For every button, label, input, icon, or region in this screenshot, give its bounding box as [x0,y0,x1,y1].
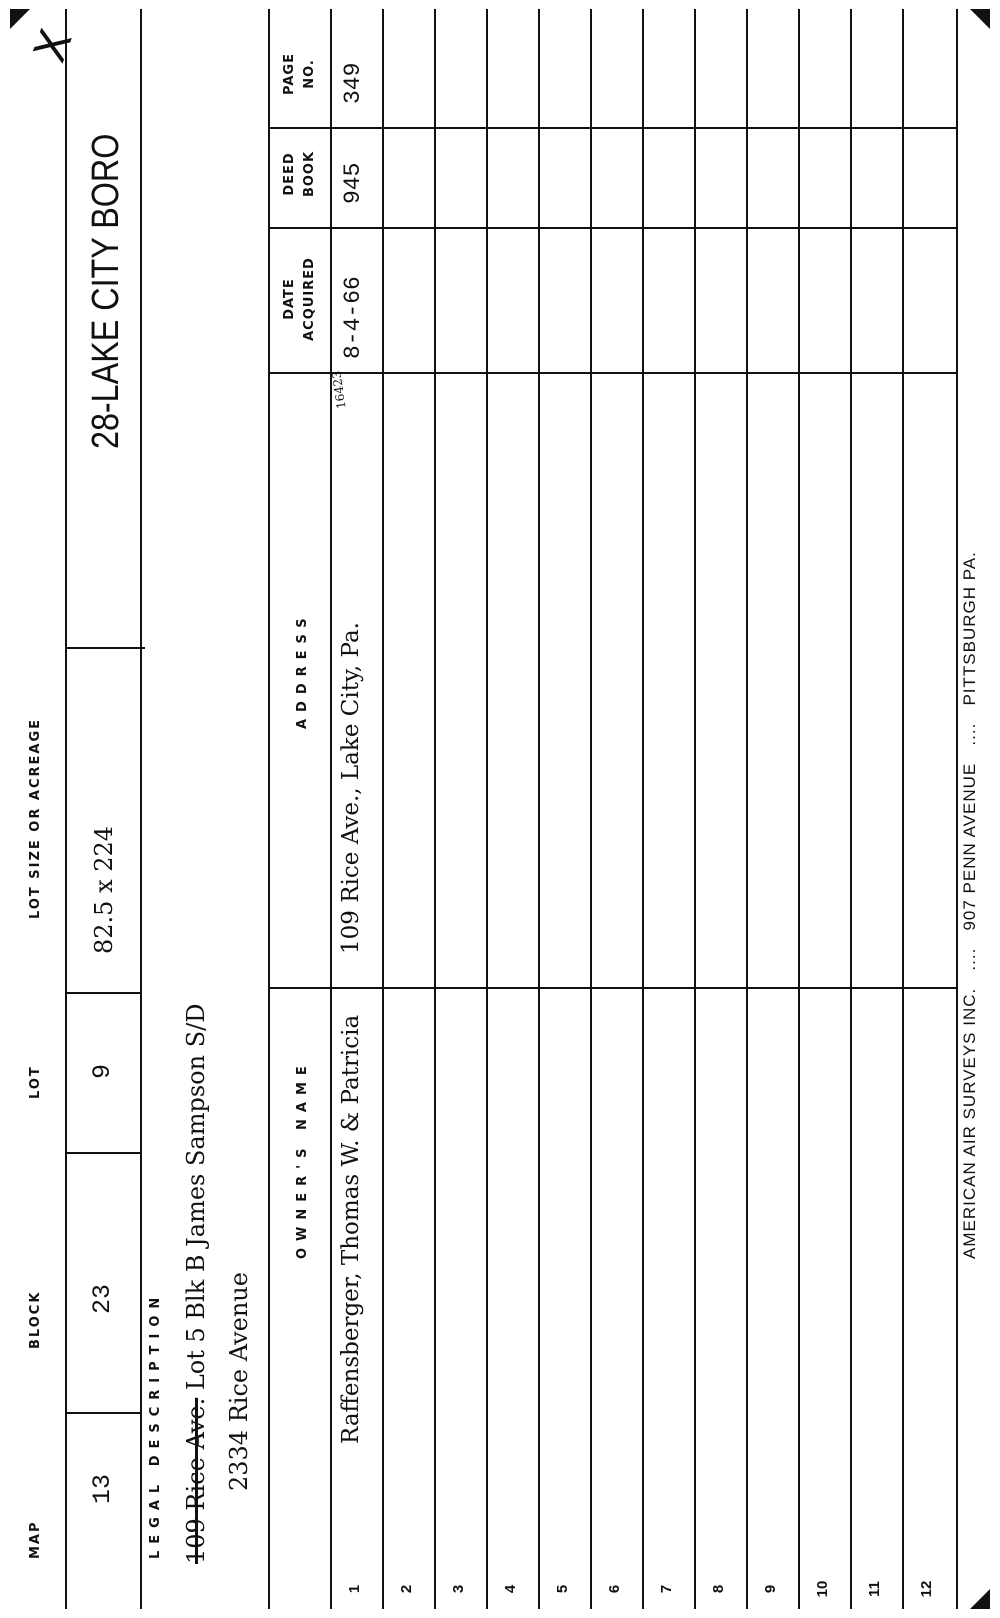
date-acquired-header [280,229,320,369]
row-rule [902,9,904,1609]
corner-check-mark: X [24,23,83,69]
table-header-rule [330,9,332,1609]
corner-mark-br [970,9,990,29]
address-cell: 109 Rice Ave., Lake City, Pa. [338,622,364,954]
row-number: 7 [658,1584,675,1594]
row-number: 6 [606,1584,623,1594]
row-rule [746,9,748,1609]
row-rule [642,9,644,1609]
row-rule [434,9,436,1609]
page-header-line2: NO. [302,59,317,89]
deed-book-header [280,124,320,224]
map-value: 13 [88,1473,117,1504]
lot-size-label: LOT SIZE OR ACREAGE [28,718,43,919]
row-rule [798,9,800,1609]
block-label: BLOCK [28,1290,43,1349]
lot-size-value: 82.5 x 224 [90,825,118,954]
date-header-line2: ACQUIRED [302,257,317,341]
lot-size-divider [65,992,140,994]
lot-divider [65,1152,140,1154]
deed-header-line1: DEED [282,152,297,196]
header-rule [65,9,67,1609]
page-header-line1: PAGE [282,53,297,95]
legal-text: Lot 5 Blk B James Sampson S/D [182,1003,210,1398]
corner-mark-tr [10,9,30,29]
row-rule [486,9,488,1609]
row-number: 5 [554,1584,571,1594]
owner-address-divider [268,987,958,989]
row-rule [694,9,696,1609]
map-label: MAP [28,1520,43,1559]
table-bottom-rule [956,9,958,1609]
row-number: 11 [866,1581,883,1597]
row-number: 12 [918,1580,935,1598]
row-rule [382,9,384,1609]
title-divider [65,647,145,649]
table-top-rule [268,9,270,1609]
row-rule [850,9,852,1609]
deed-page-divider [268,127,958,129]
date-acquired-cell: 8-4-66 [340,276,366,359]
owners-name-header: OWNER'S NAME [295,1059,310,1259]
footer-imprint: AMERICAN AIR SURVEYS INC. .... 907 PENN AVENUE .... PITTSBURGH PA. [960,551,979,1259]
page-no-header [280,24,320,124]
block-value: 23 [88,1283,117,1314]
row-number: 2 [398,1584,415,1594]
row-number: 9 [762,1584,779,1594]
property-record-card [10,9,990,1609]
date-header-line1: DATE [282,278,297,320]
legal-struck-text: 109 Rice Ave. [182,1397,210,1564]
row-number: 10 [814,1580,831,1598]
card-title: 28-LAKE CITY BORO [85,133,127,449]
row-number: 4 [502,1584,519,1594]
lot-value: 9 [88,1063,117,1079]
corner-mark-bl [970,1589,990,1609]
lot-label: LOT [28,1065,43,1099]
row-rule [590,9,592,1609]
block-divider [65,1412,140,1414]
page-no-cell: 349 [340,62,366,104]
legal-description-line1 [182,1004,210,1564]
deed-header-line2: BOOK [302,150,317,198]
row-number: 3 [450,1584,467,1594]
header-bottom-rule [140,9,142,1609]
row-number: 8 [710,1584,727,1594]
owner-name-cell: Raffensberger, Thomas W. & Patricia [338,1014,364,1444]
legal-description-line2: 2334 Rice Avenue [225,1272,253,1491]
date-deed-divider [268,227,958,229]
deed-book-cell: 945 [340,162,366,204]
address-annotation: 16423 [329,370,349,410]
address-date-divider [268,372,958,374]
address-header: ADDRESS [295,611,310,729]
legal-description-label: LEGAL DESCRIPTION [148,1290,163,1559]
row-number: 1 [346,1584,363,1594]
row-rule [538,9,540,1609]
